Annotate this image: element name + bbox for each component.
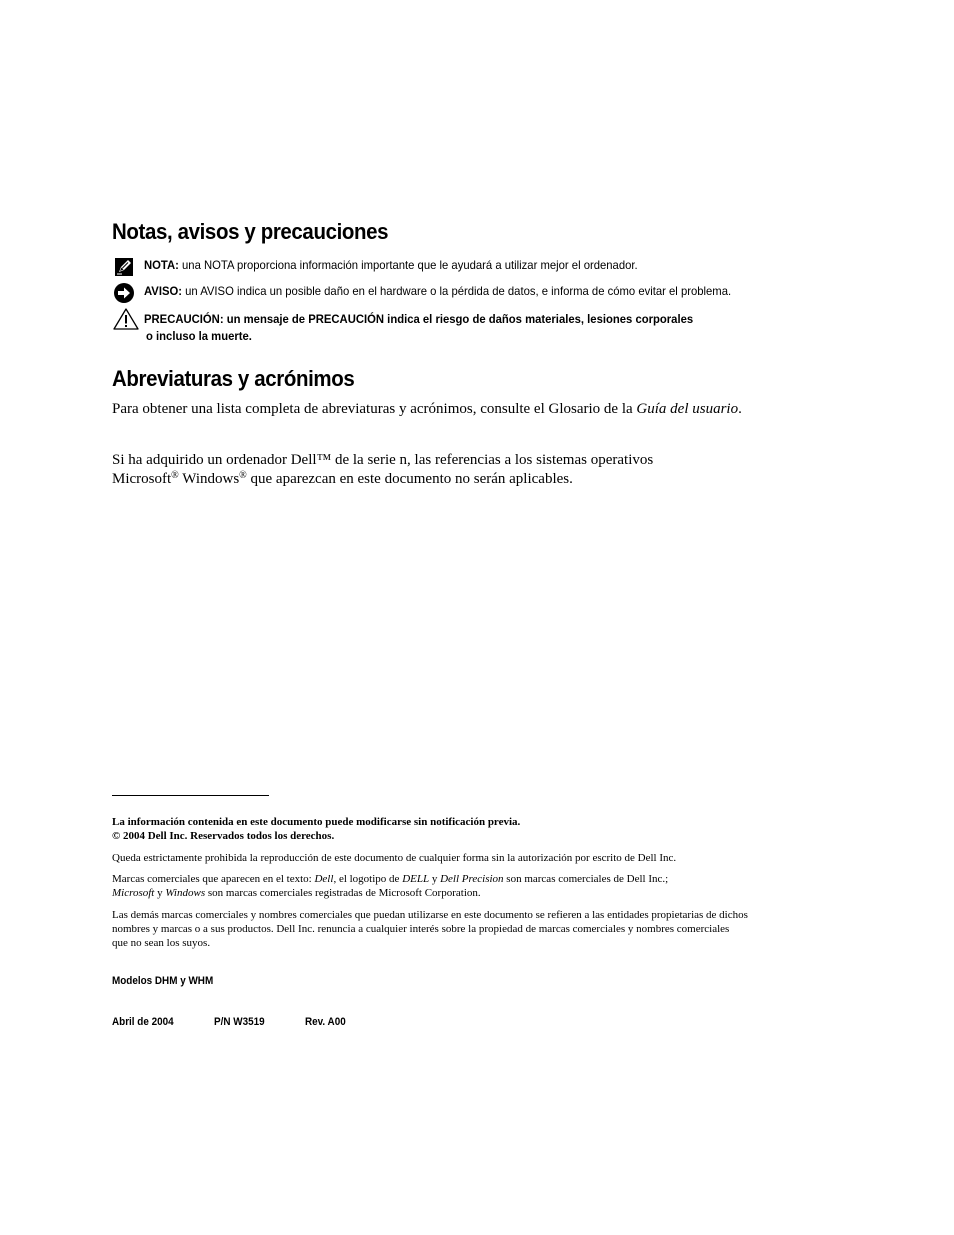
copyright-line: © 2004 Dell Inc. Reservados todos los derechos. [112,830,335,842]
caution-text-line1: un mensaje de PRECAUCIÓN indica el riesgo de daños materiales, lesiones corporales [223,312,694,326]
caution-text-line2: o incluso la muerte. [146,329,252,343]
other-trademarks-line2: nombres y marcas o a sus productos. Dell Inc. renuncia a cualquier interés sobre la propiedad de marcas comerciales y nombres comerciales [112,923,730,935]
reproduction-notice: Queda estrictamente prohibida la reproducción de este documento de cualquier forma sin la autorización por escrito de Dell Inc. [112,852,677,864]
trademarks-line1: Marcas comerciales que aparecen en el texto: Dell, el logotipo de DELL y Dell Precision son marcas comerciales de Dell Inc.; [112,873,669,885]
notice-text: un AVISO indica un posible daño en el hardware o la pérdida de datos, e informa de cómo evitar el problema. [182,284,732,298]
caution-label: PRECAUCIÓN: [144,312,224,326]
pencil-note-icon [113,256,135,278]
warning-triangle-icon [113,308,139,330]
other-trademarks-line1: Las demás marcas comerciales y nombres comerciales que puedan utilizarse en este documento se refieren a las entidades propietarias de dichos [112,909,748,921]
models-label: Modelos DHM y WHM [112,975,214,987]
other-trademarks-line3: que no sean los suyos. [112,937,211,949]
user-guide-title: Guía del usuario [636,401,739,417]
serie-n-paragraph-line2: Microsoft® Windows® que aparezcan en este documento no serán aplicables. [112,470,573,487]
abbrev-paragraph: Para obtener una lista completa de abreviaturas y acrónimos, consulte el Glosario de la Guía del usuario. [112,401,742,417]
note-text: una NOTA proporciona información importante que le ayudará a utilizar mejor el ordenador. [178,258,638,272]
abbrev-heading: Abreviaturas y acrónimos [112,366,355,391]
notice-label: AVISO: [144,284,183,298]
footnote-divider [112,795,269,796]
publication-date: Abril de 2004 [112,1016,174,1028]
note-label: NOTA: [144,258,179,272]
serie-n-paragraph-line1: Si ha adquirido un ordenador Dell™ de la serie n, las referencias a los sistemas operativos [112,452,654,468]
trademarks-line2: Microsoft y Windows son marcas comerciales registradas de Microsoft Corporation. [112,887,481,899]
revision: Rev. A00 [305,1016,346,1028]
part-number: P/N W3519 [214,1016,265,1028]
arrow-circle-icon [113,282,135,304]
notes-heading: Notas, avisos y precauciones [112,219,389,244]
legal-notice-line: La información contenida en este documento puede modificarse sin notificación previa. [112,816,521,828]
